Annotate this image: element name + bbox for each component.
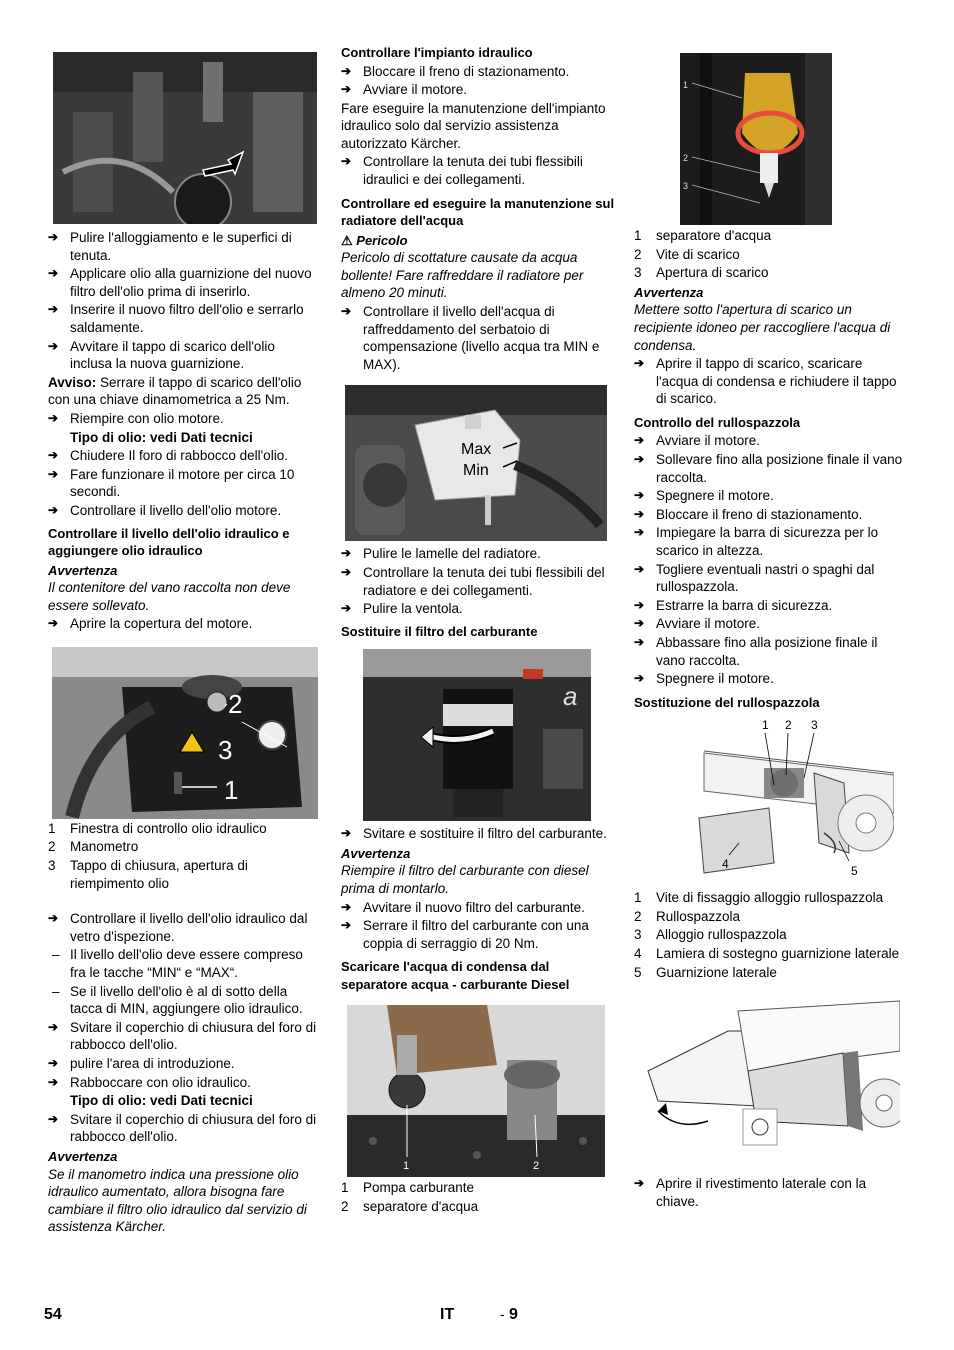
list-item: ➔ Inserire il nuovo filtro dell'olio e serrarlo saldamente. — [48, 302, 304, 335]
column-2 — [341, 44, 615, 1217]
list-item: – Se il livello dell'olio è al di sotto della tacca di MIN, aggiungere olio idraulico. — [52, 983, 303, 1017]
list-item: ➔ Impiegare la barra di sicurezza per lo scarico in altezza. — [634, 525, 879, 558]
legend-item: 1 Pompa carburante — [341, 1180, 475, 1196]
warning-icon: ⚠ — [341, 232, 353, 248]
list-item: ➔ Estrarre la barra di sicurezza. — [634, 597, 833, 613]
legend-pump — [341, 1179, 615, 1215]
pericolo-text: Pericolo di scottature causate da acqua bollente! Fare raffreddare il radiatore per almeno 20 minuti. — [341, 250, 584, 301]
list-item: ➔ Chiudere Il foro di rabbocco dell'olio. — [48, 448, 288, 464]
legend-item: 1 separatore d'acqua — [634, 228, 772, 243]
avvertenza-label: Avvertenza — [48, 562, 118, 578]
heading-radiatore: Controllare ed eseguire la manutenzione sul radiatore dell'acqua — [341, 195, 615, 229]
list-item: ➔ Avviare il motore. — [634, 616, 761, 632]
list-item: ➔ Pulire le lamelle del radiatore. — [341, 546, 541, 562]
arrow-icon: ➔ — [48, 1019, 59, 1034]
arrow-icon: ➔ — [48, 1074, 59, 1089]
list-item: ➔ Avvitare il nuovo filtro del carburante. — [341, 899, 585, 915]
label-1: 1 — [762, 718, 769, 733]
arrow-icon: ➔ — [634, 506, 645, 521]
label-max: Max — [461, 441, 492, 459]
page-separator: - — [500, 1306, 505, 1322]
list-item: ➔ Svitare il coperchio di chiusura del foro di rabbocco dell'olio. — [48, 1019, 317, 1053]
label-2: 2 — [785, 718, 792, 733]
list-item: ➔ Svitare il coperchio di chiusura del foro di rabbocco dell'olio. — [48, 1111, 317, 1145]
oil-type-note: Tipo di olio: vedi Dati tecnici — [70, 429, 253, 445]
arrow-icon: ➔ — [48, 302, 59, 317]
heading-carburante: Sostituire il filtro del carburante — [341, 623, 538, 639]
fuel-pump-photo — [347, 1005, 605, 1177]
avviso-paragraph: Avviso: Serrare il tappo di scarico dell'olio con una chiave dinamometrica a 25 Nm. — [48, 374, 302, 408]
list-item: ➔ Bloccare il freno di stazionamento. — [634, 506, 863, 522]
arrow-icon: ➔ — [341, 154, 352, 169]
label-2: 2 — [228, 688, 243, 719]
legend-item: 2 separatore d'acqua — [341, 1199, 479, 1215]
coolant-tank-photo — [345, 385, 607, 541]
list-item: ➔ Riempire con olio motore. — [48, 410, 224, 426]
arrow-icon: ➔ — [634, 616, 645, 631]
list-item: ➔ Togliere eventuali nastri o spaghi dal rullospazzola. — [634, 561, 875, 595]
list-item: ➔ Sollevare fino alla posizione finale il vano raccolta. — [634, 452, 903, 485]
arrow-icon: ➔ — [634, 488, 645, 503]
side-panel-diagram — [638, 991, 900, 1163]
arrow-icon: ➔ — [48, 338, 59, 353]
list-item: ➔ Avviare il motore. — [341, 82, 468, 98]
paragraph: Fare eseguire la manutenzione dell'impianto idraulico solo dal servizio assistenza autorizzato Kärcher. — [341, 100, 606, 151]
pericolo-label: ⚠ Pericolo — [341, 232, 408, 248]
list-item: ➔ Svitare e sostituire il filtro del carburante. — [341, 826, 607, 842]
arrow-icon: ➔ — [341, 82, 352, 97]
arrow-icon: ➔ — [341, 546, 352, 561]
arrow-icon: ➔ — [48, 1056, 59, 1070]
label-1: 1 — [224, 774, 239, 805]
legend-item: 2 Manometro — [48, 839, 139, 855]
bullets-oil-filter — [48, 229, 320, 373]
column-3 — [634, 44, 906, 1211]
arrow-icon: ➔ — [48, 410, 59, 425]
arrow-icon: ➔ — [341, 304, 352, 319]
legend-item: 3 Tappo di chiusura, apertura di riempimento olio — [48, 858, 248, 891]
arrow-icon: ➔ — [634, 561, 645, 576]
arrow-icon: ➔ — [48, 1111, 59, 1126]
language-code: IT — [440, 1306, 455, 1323]
label-4: 4 — [722, 857, 729, 872]
label-2: 2 — [683, 153, 689, 163]
arrow-icon: ➔ — [634, 1176, 645, 1191]
legend-item: 4 Lamiera di sostegno guarnizione laterale — [634, 946, 900, 962]
label-3: 3 — [683, 181, 689, 191]
list-item: ➔ Bloccare il freno di stazionamento. — [341, 63, 570, 79]
avvertenza-label: Avvertenza — [634, 284, 704, 300]
engine-oil-filter-photo — [53, 52, 317, 224]
list-item: – Il livello dell'olio deve essere compreso fra le tacche “MIN“ e “MAX“. — [52, 947, 303, 981]
hydraulic-tank-photo — [52, 647, 318, 819]
avvertenza-label: Avvertenza — [48, 1148, 118, 1164]
heading-condensa: Scaricare l'acqua di condensa dal separatore acqua - carburante Diesel — [341, 959, 570, 992]
list-item: ➔ Aprire il tappo di scarico, scaricare l'acqua di condensa e richiudere il tappo di scarico. — [634, 356, 897, 407]
arrow-icon: ➔ — [634, 525, 645, 540]
list-item: ➔ Pulire la ventola. — [341, 601, 463, 617]
label-2: 2 — [533, 1160, 540, 1173]
heading-controllo: Controllo del rullospazzola — [634, 414, 801, 430]
arrow-icon: ➔ — [341, 899, 352, 914]
legend-roller — [634, 889, 906, 981]
legend-item: 2 Vite di scarico — [634, 246, 740, 262]
legend-item: 3 Alloggio rullospazzola — [634, 927, 787, 943]
water-separator-photo — [680, 53, 832, 225]
dash-icon: – — [52, 983, 60, 999]
list-item: ➔ pulire l'area di introduzione. — [48, 1056, 235, 1071]
bullets-radiator — [341, 545, 615, 617]
list-item: ➔ Abbassare fino alla posizione finale il vano raccolta. — [634, 634, 878, 668]
label-3: 3 — [218, 734, 233, 765]
heading-hydraulic-oil: Controllare il livello dell'olio idraulico e aggiungere olio idraulico — [48, 525, 290, 558]
arrow-icon: ➔ — [341, 601, 352, 616]
arrow-icon: ➔ — [48, 266, 59, 281]
list-item: ➔ Rabboccare con olio idraulico. — [48, 1074, 251, 1090]
list-item: ➔ Spegnere il motore. — [634, 671, 774, 687]
legend-hydraulic — [48, 820, 320, 892]
list-item: ➔ Aprire la copertura del motore. — [48, 616, 253, 632]
page-number: 54 — [44, 1306, 62, 1323]
note-text: Mettere sotto l'apertura di scarico un recipiente idoneo per raccogliere l'acqua di condensa. — [634, 302, 891, 353]
arrow-icon: ➔ — [634, 433, 645, 448]
legend-item: 5 Guarnizione laterale — [634, 964, 777, 980]
column-1 — [48, 44, 320, 1236]
arrow-icon: ➔ — [341, 63, 352, 78]
arrow-icon: ➔ — [634, 356, 645, 371]
list-item: ➔ Controllare la tenuta dei tubi flessibili del radiatore e dei collegamenti. — [341, 565, 605, 598]
section-page: 9 — [509, 1306, 518, 1323]
label-3: 3 — [811, 718, 818, 733]
arrow-icon: ➔ — [341, 826, 352, 841]
legend-item: 3 Apertura di scarico — [634, 265, 769, 281]
list-item: ➔ Avviare il motore. — [634, 433, 761, 449]
roller-brush-diagram — [644, 713, 894, 887]
note-text: Riempire il filtro del carburante con diesel prima di montarlo. — [341, 863, 589, 897]
heading-impianto: Controllare l'impianto idraulico — [341, 45, 533, 60]
dash-icon: – — [52, 947, 60, 963]
label-min: Min — [463, 462, 489, 480]
arrow-icon: ➔ — [341, 565, 352, 579]
arrow-icon: ➔ — [48, 502, 59, 517]
list-item: ➔ Controllare il livello dell'acqua di raffreddamento del serbatoio di compensazione (livello acqua tra MIN e MAX). — [341, 304, 600, 372]
arrow-icon: ➔ — [48, 911, 59, 926]
list-item: ➔ Avvitare il tappo di scarico dell'olio inclusa la nuova guarnizione. — [48, 338, 275, 372]
arrow-icon: ➔ — [341, 918, 352, 933]
arrow-icon: ➔ — [634, 452, 645, 467]
list-item: ➔ Serrare il filtro del carburante con una coppia di serraggio di 20 Nm. — [341, 918, 589, 951]
legend-item: 1 Finestra di controllo olio idraulico — [48, 820, 267, 836]
list-item: ➔ Controllare il livello dell'olio motore. — [48, 502, 282, 518]
arrow-icon: ➔ — [48, 466, 59, 481]
legend-item: 1 Vite di fissaggio alloggio rullospazzola — [634, 890, 884, 906]
legend-separator — [634, 227, 906, 282]
list-item: ➔ Applicare olio alla guarnizione del nuovo filtro dell'olio prima di inserirlo. — [48, 266, 312, 299]
legend-item: 2 Rullospazzola — [634, 908, 741, 924]
list-item: ➔ Pulire l'alloggiamento e le superfici di tenuta. — [48, 230, 292, 263]
arrow-icon: ➔ — [48, 616, 59, 631]
arrow-icon: ➔ — [634, 671, 645, 686]
oil-type-note: Tipo di olio: vedi Dati tecnici — [70, 1093, 253, 1109]
arrow-icon: ➔ — [634, 634, 645, 649]
fuel-filter-photo — [363, 649, 591, 821]
note-text: Il contenitore del vano raccolta non deve essere sollevato. — [48, 580, 291, 613]
note-text: Se il manometro indica una pressione olio idraulico aumentato, allora bisogna fare cambiare il filtro olio idraulico dal servizio di assistenza Kärcher. — [48, 1166, 307, 1235]
arrow-icon: ➔ — [634, 597, 645, 612]
list-item: ➔ Spegnere il motore. — [634, 488, 774, 504]
label-1: 1 — [403, 1160, 410, 1173]
heading-sostituzione: Sostituzione del rullospazzola — [634, 694, 820, 710]
avvertenza-label: Avvertenza — [341, 845, 411, 861]
label-5: 5 — [851, 864, 858, 879]
list-item: ➔ Controllare il livello dell'olio idraulico dal vetro d'ispezione. — [48, 911, 308, 944]
list-item: ➔ Aprire il rivestimento laterale con la chiave. — [634, 1176, 867, 1209]
list-item: ➔ Fare funzionare il motore per circa 10 secondi. — [48, 466, 295, 500]
label-a: a — [563, 681, 578, 712]
label-1: 1 — [683, 80, 689, 90]
arrow-icon: ➔ — [48, 448, 59, 463]
arrow-icon: ➔ — [48, 230, 59, 244]
list-item: ➔ Controllare la tenuta dei tubi flessibili idraulici e dei collegamenti. — [341, 154, 583, 188]
